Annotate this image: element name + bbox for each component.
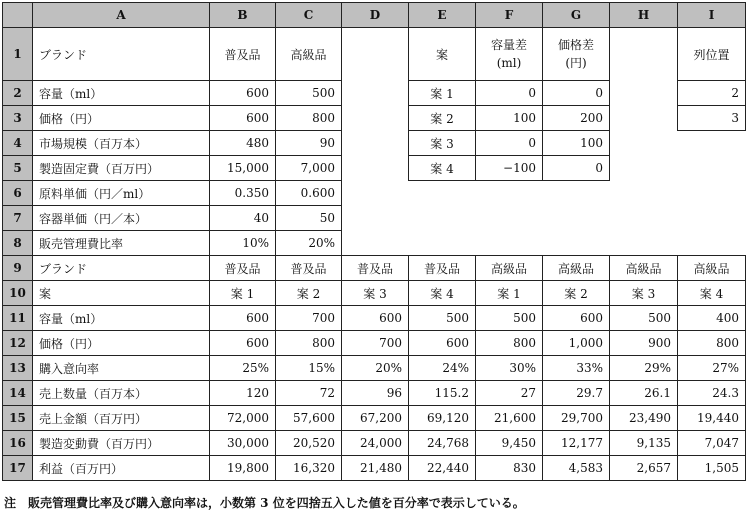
cell-g8[interactable] — [543, 231, 610, 256]
cell-g7[interactable] — [543, 206, 610, 231]
cell-d9[interactable]: 普及品 — [342, 256, 409, 281]
cell-f8[interactable] — [476, 231, 543, 256]
cell-c10[interactable]: 案 2 — [276, 281, 342, 306]
cell-a1[interactable]: ブランド — [33, 28, 210, 81]
cell-h16[interactable]: 9,135 — [610, 431, 678, 456]
row-9 — [3, 256, 746, 281]
cell-b9[interactable]: 普及品 — [210, 256, 276, 281]
cell-f1[interactable] — [476, 28, 543, 81]
cell-a13[interactable]: 購入意向率 — [33, 356, 210, 381]
cell-d2[interactable] — [342, 81, 409, 106]
cell-b15[interactable]: 72,000 — [210, 406, 276, 431]
cell-d1[interactable] — [342, 28, 409, 81]
cell-i6[interactable] — [678, 181, 746, 206]
row-17 — [3, 456, 746, 481]
cell-g4[interactable]: 100 — [543, 131, 610, 156]
cell-c3[interactable]: 800 — [276, 106, 342, 131]
cell-e5[interactable]: 案 4 — [409, 156, 476, 181]
cell-c1[interactable]: 高級品 — [276, 28, 342, 81]
cell-f12[interactable]: 800 — [476, 331, 543, 356]
cell-i16[interactable]: 7,047 — [678, 431, 746, 456]
cell-h3[interactable] — [610, 106, 678, 131]
cell-i13[interactable]: 27% — [678, 356, 746, 381]
row-12 — [3, 331, 746, 356]
row-3 — [3, 106, 746, 131]
cell-h10[interactable]: 案 3 — [610, 281, 678, 306]
cell-e2[interactable]: 案 1 — [409, 81, 476, 106]
row-8 — [3, 231, 746, 256]
cell-e16[interactable]: 24,768 — [409, 431, 476, 456]
cell-i10[interactable]: 案 4 — [678, 281, 746, 306]
cell-i15[interactable]: 19,440 — [678, 406, 746, 431]
cell-b5[interactable]: 15,000 — [210, 156, 276, 181]
row-2 — [3, 81, 746, 106]
cell-f11[interactable]: 500 — [476, 306, 543, 331]
cell-e11[interactable]: 500 — [409, 306, 476, 331]
cell-a6[interactable]: 原料単価（円／ml） — [33, 181, 210, 206]
cell-a15[interactable]: 売上金額（百万円） — [33, 406, 210, 431]
cell-c4[interactable]: 90 — [276, 131, 342, 156]
cell-a7[interactable]: 容器単価（円／本） — [33, 206, 210, 231]
cell-i11[interactable]: 400 — [678, 306, 746, 331]
cell-g6[interactable] — [543, 181, 610, 206]
cell-h1[interactable] — [610, 28, 678, 81]
cell-b6[interactable]: 0.350 — [210, 181, 276, 206]
cell-a12[interactable]: 価格（円） — [33, 331, 210, 356]
cell-h6[interactable] — [610, 181, 678, 206]
cell-a5[interactable]: 製造固定費（百万円） — [33, 156, 210, 181]
cell-h4[interactable] — [610, 131, 678, 156]
cell-g5[interactable]: 0 — [543, 156, 610, 181]
row-header-7[interactable]: 7 — [3, 206, 33, 231]
cell-f5[interactable]: −100 — [476, 156, 543, 181]
cell-h12[interactable]: 900 — [610, 331, 678, 356]
footnote: 注 販売管理費比率及び購入意向率は，小数第 3 位を四捨五入した値を百分率で表示している。 — [4, 496, 525, 510]
cell-b16[interactable]: 30,000 — [210, 431, 276, 456]
cell-f13[interactable]: 30% — [476, 356, 543, 381]
row-header-12[interactable]: 12 — [3, 331, 33, 356]
cell-g9[interactable]: 高級品 — [543, 256, 610, 281]
cell-b3[interactable]: 600 — [210, 106, 276, 131]
row-header-13[interactable]: 13 — [3, 356, 33, 381]
cell-c13[interactable]: 15% — [276, 356, 342, 381]
cell-b12[interactable]: 600 — [210, 331, 276, 356]
column-header-row — [3, 3, 746, 28]
cell-a3[interactable]: 価格（円） — [33, 106, 210, 131]
cell-d5[interactable] — [342, 156, 409, 181]
cell-e13[interactable]: 24% — [409, 356, 476, 381]
cell-b13[interactable]: 25% — [210, 356, 276, 381]
capdiff-header-line1: 容量差 — [490, 38, 527, 52]
cell-d8[interactable] — [342, 231, 409, 256]
cell-e9[interactable]: 普及品 — [409, 256, 476, 281]
cell-c16[interactable]: 20,520 — [276, 431, 342, 456]
row-16 — [3, 431, 746, 456]
row-header-11[interactable]: 11 — [3, 306, 33, 331]
cell-d17[interactable]: 21,480 — [342, 456, 409, 481]
cell-h15[interactable]: 23,490 — [610, 406, 678, 431]
cell-e10[interactable]: 案 4 — [409, 281, 476, 306]
cell-d16[interactable]: 24,000 — [342, 431, 409, 456]
cell-i4[interactable] — [678, 131, 746, 156]
row-header-6[interactable]: 6 — [3, 181, 33, 206]
capdiff-header-line2: (ml) — [496, 56, 522, 70]
col-header-e[interactable]: E — [409, 3, 476, 28]
cell-b7[interactable]: 40 — [210, 206, 276, 231]
cell-i2[interactable]: 2 — [678, 81, 746, 106]
cell-f2[interactable]: 0 — [476, 81, 543, 106]
cell-d15[interactable]: 67,200 — [342, 406, 409, 431]
cell-e4[interactable]: 案 3 — [409, 131, 476, 156]
cell-c17[interactable]: 16,320 — [276, 456, 342, 481]
col-header-f[interactable]: F — [476, 3, 543, 28]
cell-b2[interactable]: 600 — [210, 81, 276, 106]
row-14 — [3, 381, 746, 406]
cell-h5[interactable] — [610, 156, 678, 181]
row-header-4[interactable]: 4 — [3, 131, 33, 156]
cell-a4[interactable]: 市場規模（百万本） — [33, 131, 210, 156]
cell-i14[interactable]: 24.3 — [678, 381, 746, 406]
cell-b4[interactable]: 480 — [210, 131, 276, 156]
cell-a16[interactable]: 製造変動費（百万円） — [33, 431, 210, 456]
cell-c15[interactable]: 57,600 — [276, 406, 342, 431]
cell-a8[interactable]: 販売管理費比率 — [33, 231, 210, 256]
cell-h17[interactable]: 2,657 — [610, 456, 678, 481]
cell-g17[interactable]: 4,583 — [543, 456, 610, 481]
cell-i9[interactable]: 高級品 — [678, 256, 746, 281]
cell-h8[interactable] — [610, 231, 678, 256]
cell-f17[interactable]: 830 — [476, 456, 543, 481]
row-header-14[interactable]: 14 — [3, 381, 33, 406]
row-header-9[interactable]: 9 — [3, 256, 33, 281]
cell-d4[interactable] — [342, 131, 409, 156]
row-header-17[interactable]: 17 — [3, 456, 33, 481]
cell-b1[interactable]: 普及品 — [210, 28, 276, 81]
cell-d12[interactable]: 700 — [342, 331, 409, 356]
row-header-5[interactable]: 5 — [3, 156, 33, 181]
row-5 — [3, 156, 746, 181]
cell-b8[interactable]: 10% — [210, 231, 276, 256]
row-4 — [3, 131, 746, 156]
cell-g11[interactable]: 600 — [543, 306, 610, 331]
cell-c7[interactable]: 50 — [276, 206, 342, 231]
cell-f16[interactable]: 9,450 — [476, 431, 543, 456]
cell-e1[interactable]: 案 — [409, 28, 476, 81]
cell-f9[interactable]: 高級品 — [476, 256, 543, 281]
cell-d11[interactable]: 600 — [342, 306, 409, 331]
cell-b11[interactable]: 600 — [210, 306, 276, 331]
cell-h13[interactable]: 29% — [610, 356, 678, 381]
cell-e15[interactable]: 69,120 — [409, 406, 476, 431]
cell-h2[interactable] — [610, 81, 678, 106]
col-header-h[interactable]: H — [610, 3, 678, 28]
cell-b17[interactable]: 19,800 — [210, 456, 276, 481]
cell-b14[interactable]: 120 — [210, 381, 276, 406]
cell-e6[interactable] — [409, 181, 476, 206]
cell-i7[interactable] — [678, 206, 746, 231]
row-header-8[interactable]: 8 — [3, 231, 33, 256]
cell-a11[interactable]: 容量（ml） — [33, 306, 210, 331]
cell-d7[interactable] — [342, 206, 409, 231]
cell-a2[interactable]: 容量（ml） — [33, 81, 210, 106]
cell-f7[interactable] — [476, 206, 543, 231]
cell-c2[interactable]: 500 — [276, 81, 342, 106]
col-header-i[interactable]: I — [678, 3, 746, 28]
cell-g2[interactable]: 0 — [543, 81, 610, 106]
row-7 — [3, 206, 746, 231]
row-10 — [3, 281, 746, 306]
cell-e12[interactable]: 600 — [409, 331, 476, 356]
cell-a9[interactable]: ブランド — [33, 256, 210, 281]
spreadsheet — [2, 2, 746, 481]
cell-h9[interactable]: 高級品 — [610, 256, 678, 281]
cell-f10[interactable]: 案 1 — [476, 281, 543, 306]
cell-h11[interactable]: 500 — [610, 306, 678, 331]
cell-e7[interactable] — [409, 206, 476, 231]
cell-d3[interactable] — [342, 106, 409, 131]
cell-i1[interactable]: 列位置 — [678, 28, 746, 81]
cell-a17[interactable]: 利益（百万円） — [33, 456, 210, 481]
cell-d13[interactable]: 20% — [342, 356, 409, 381]
cell-c14[interactable]: 72 — [276, 381, 342, 406]
cell-f15[interactable]: 21,600 — [476, 406, 543, 431]
cell-c5[interactable]: 7,000 — [276, 156, 342, 181]
cell-c11[interactable]: 700 — [276, 306, 342, 331]
pricediff-header-line2: (円) — [565, 56, 587, 70]
row-13 — [3, 356, 746, 381]
cell-e17[interactable]: 22,440 — [409, 456, 476, 481]
row-header-15[interactable]: 15 — [3, 406, 33, 431]
cell-g1[interactable] — [543, 28, 610, 81]
cell-f4[interactable]: 0 — [476, 131, 543, 156]
col-header-b[interactable]: B — [210, 3, 276, 28]
cell-c9[interactable]: 普及品 — [276, 256, 342, 281]
row-header-10[interactable]: 10 — [3, 281, 33, 306]
cell-i3[interactable]: 3 — [678, 106, 746, 131]
cell-d6[interactable] — [342, 181, 409, 206]
cell-g16[interactable]: 12,177 — [543, 431, 610, 456]
row-11 — [3, 306, 746, 331]
col-header-g[interactable]: G — [543, 3, 610, 28]
row-header-16[interactable]: 16 — [3, 431, 33, 456]
row-6 — [3, 181, 746, 206]
cell-e3[interactable]: 案 2 — [409, 106, 476, 131]
col-header-c[interactable]: C — [276, 3, 342, 28]
corner-cell[interactable] — [3, 3, 33, 28]
row-header-2[interactable]: 2 — [3, 81, 33, 106]
cell-c12[interactable]: 800 — [276, 331, 342, 356]
cell-i8[interactable] — [678, 231, 746, 256]
cell-i5[interactable] — [678, 156, 746, 181]
cell-b10[interactable]: 案 1 — [210, 281, 276, 306]
cell-g13[interactable]: 33% — [543, 356, 610, 381]
cell-c8[interactable]: 20% — [276, 231, 342, 256]
cell-e14[interactable]: 115.2 — [409, 381, 476, 406]
cell-g14[interactable]: 29.7 — [543, 381, 610, 406]
cell-i12[interactable]: 800 — [678, 331, 746, 356]
cell-h7[interactable] — [610, 206, 678, 231]
cell-g3[interactable]: 200 — [543, 106, 610, 131]
row-header-1[interactable]: 1 — [3, 28, 33, 81]
cell-f14[interactable]: 27 — [476, 381, 543, 406]
pricediff-header-line1: 価格差 — [557, 38, 594, 52]
col-header-d[interactable]: D — [342, 3, 409, 28]
cell-e8[interactable] — [409, 231, 476, 256]
cell-g12[interactable]: 1,000 — [543, 331, 610, 356]
cell-d14[interactable]: 96 — [342, 381, 409, 406]
cell-a10[interactable]: 案 — [33, 281, 210, 306]
cell-a14[interactable]: 売上数量（百万本） — [33, 381, 210, 406]
row-15 — [3, 406, 746, 431]
cell-h14[interactable]: 26.1 — [610, 381, 678, 406]
cell-i17[interactable]: 1,505 — [678, 456, 746, 481]
cell-g15[interactable]: 29,700 — [543, 406, 610, 431]
row-1 — [3, 28, 746, 81]
cell-d10[interactable]: 案 3 — [342, 281, 409, 306]
cell-f3[interactable]: 100 — [476, 106, 543, 131]
cell-f6[interactable] — [476, 181, 543, 206]
cell-g10[interactable]: 案 2 — [543, 281, 610, 306]
row-header-3[interactable]: 3 — [3, 106, 33, 131]
col-header-a[interactable]: A — [33, 3, 210, 28]
cell-c6[interactable]: 0.600 — [276, 181, 342, 206]
